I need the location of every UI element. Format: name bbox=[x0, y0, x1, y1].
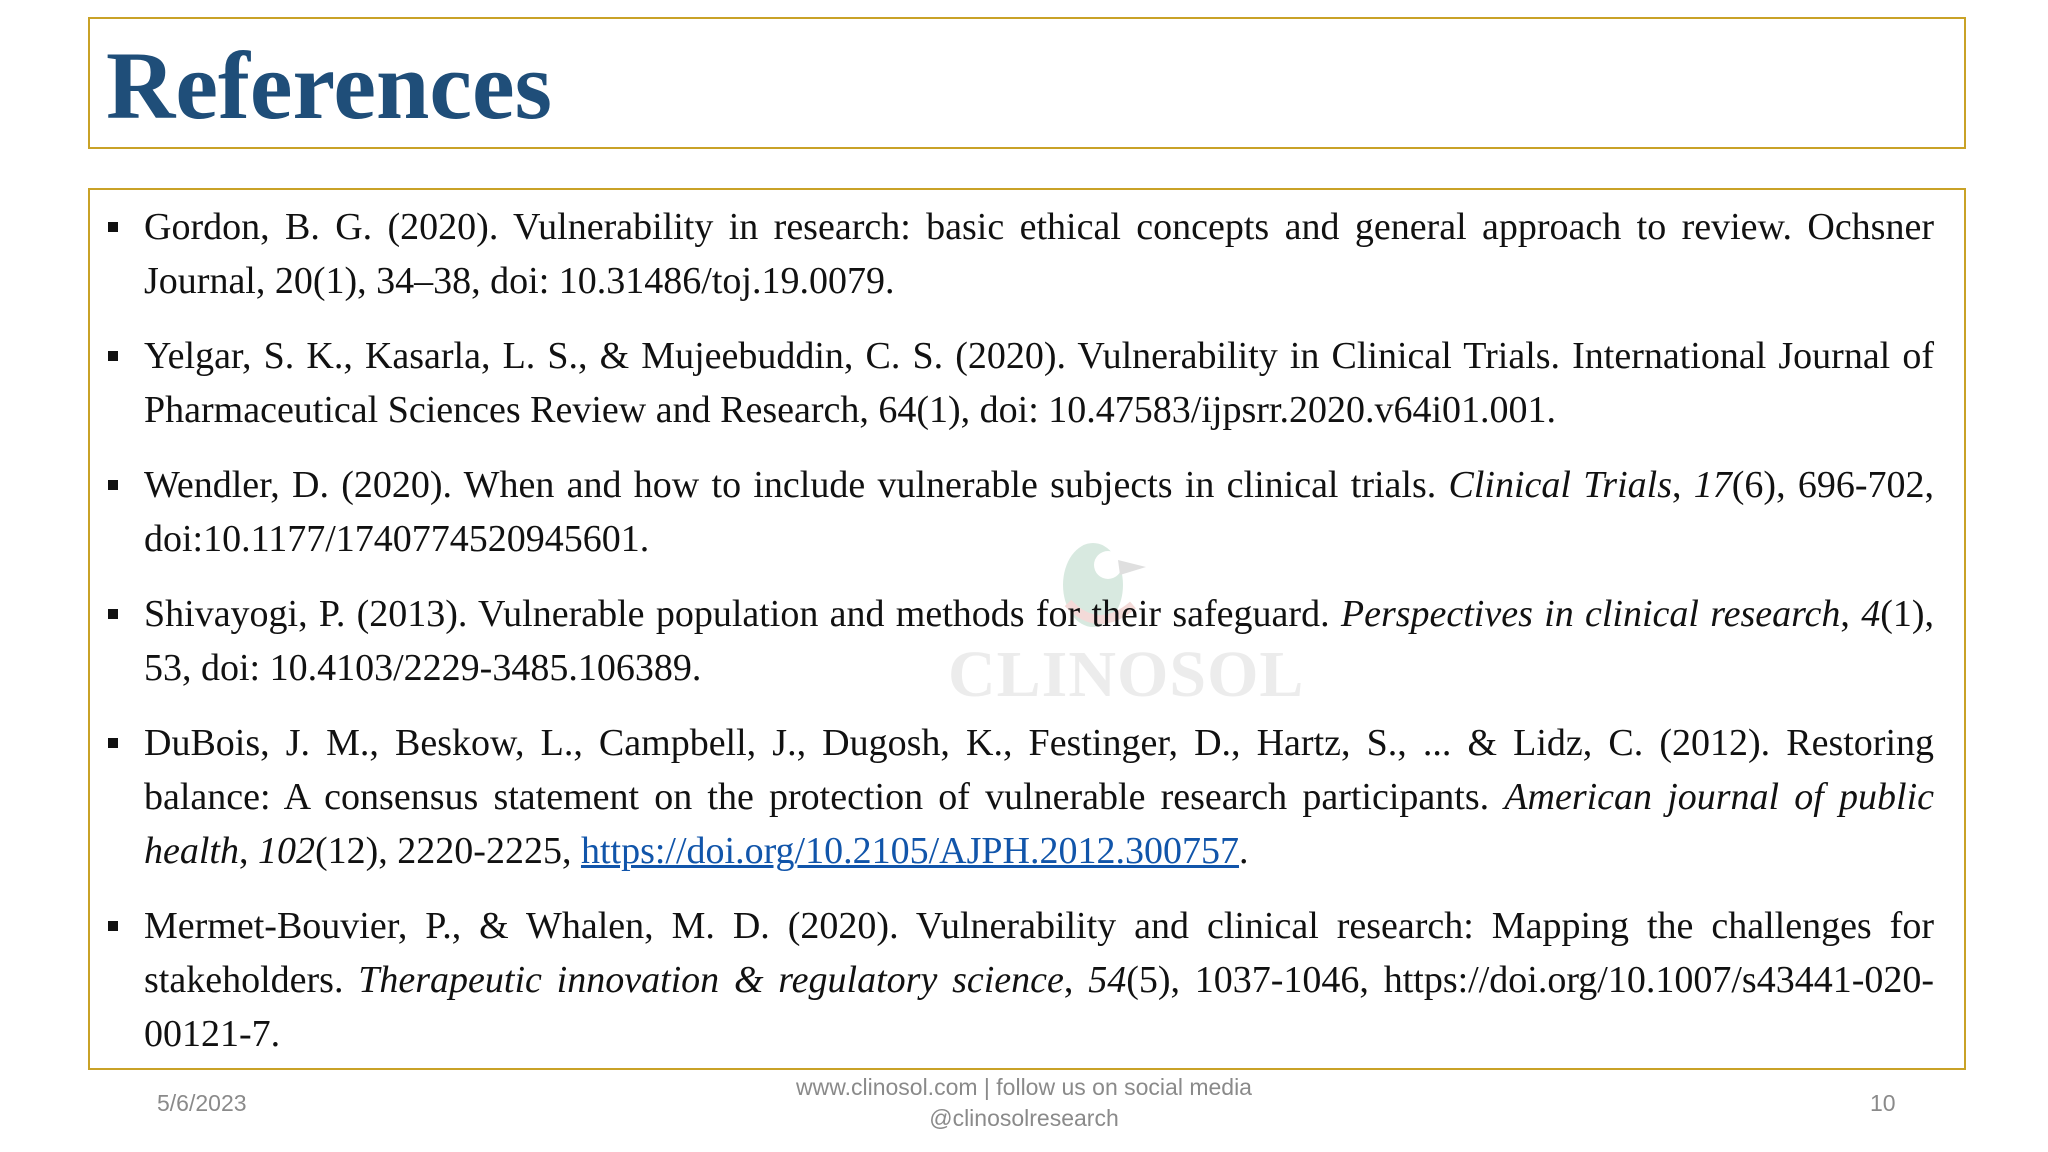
reference-italic-text: 54 bbox=[1088, 959, 1127, 1001]
reference-text: (5), 1037-1046, https://doi.org/10.1007/s43441-020-00121-7. bbox=[144, 959, 1935, 1055]
reference-text: Shivayogi, P. (2013). Vulnerable population and methods for their safeguard. bbox=[144, 593, 1341, 635]
reference-italic-text: Therapeutic innovation & regulatory science bbox=[358, 959, 1064, 1001]
reference-italic-text: 17 bbox=[1693, 464, 1732, 506]
reference-text: (1), 53, doi: 10.4103/2229-3485.106389. bbox=[144, 593, 1935, 689]
square-bullet-icon bbox=[108, 921, 118, 931]
reference-item bbox=[144, 458, 1934, 566]
square-bullet-icon bbox=[108, 351, 118, 361]
square-bullet-icon bbox=[108, 480, 118, 490]
watermark-text: CLINOSOL bbox=[948, 638, 1305, 711]
reference-text: Yelgar, S. K., Kasarla, L. S., & Mujeebuddin, C. S. (2020). Vulnerability in Clinical Trials. International Journal of Pharmaceutical Sciences Review and Research, 64(1), doi: 10.47583/ijpsrr.2020.v64i01.001. bbox=[144, 335, 1934, 431]
footer-handle-line: @clinosolresearch bbox=[929, 1105, 1119, 1131]
references-box bbox=[88, 188, 1966, 1070]
reference-text: (12), 2220-2225, bbox=[314, 830, 581, 872]
reference-item bbox=[144, 587, 1934, 695]
reference-text: DuBois, J. M., Beskow, L., Campbell, J., Dugosh, K., Festinger, D., Hartz, S., ... & Lidz, C. (2012). Restoring balance: A consensus statement on the protection of vulnerable research participants. bbox=[144, 722, 1934, 818]
reference-italic-text: Perspectives in clinical research bbox=[1340, 593, 1841, 635]
reference-text: , bbox=[1063, 959, 1089, 1001]
reference-text: , bbox=[1671, 464, 1694, 506]
slide-title: References bbox=[106, 32, 552, 139]
reference-item bbox=[144, 716, 1934, 878]
title-box bbox=[88, 17, 1966, 149]
reference-italic-text: 4 bbox=[1861, 593, 1881, 635]
doi-link[interactable]: https://doi.org/10.2105/AJPH.2012.300757 bbox=[580, 830, 1239, 872]
reference-italic-text: 102 bbox=[257, 830, 315, 872]
footer-social bbox=[724, 1072, 1324, 1134]
reference-text: (6), 696-702, doi:10.1177/1740774520945601. bbox=[144, 464, 1935, 560]
reference-item bbox=[144, 200, 1934, 308]
reference-text: , bbox=[238, 830, 258, 872]
reference-text: Mermet-Bouvier, P., & Whalen, M. D. (2020). Vulnerability and clinical research: Mapping the challenges for stakeholders. bbox=[144, 905, 1934, 1001]
reference-text: Wendler, D. (2020). When and how to include vulnerable subjects in clinical trials. bbox=[144, 464, 1449, 506]
reference-item bbox=[144, 899, 1934, 1061]
reference-text: , bbox=[1840, 593, 1862, 635]
square-bullet-icon bbox=[108, 609, 118, 619]
reference-item bbox=[144, 329, 1934, 437]
reference-list bbox=[144, 200, 1934, 1082]
square-bullet-icon bbox=[108, 738, 118, 748]
footer-date: 5/6/2023 bbox=[157, 1090, 247, 1116]
footer-website-line: www.clinosol.com | follow us on social media bbox=[796, 1074, 1252, 1100]
reference-text: . bbox=[1238, 830, 1249, 872]
reference-italic-text: American journal of public health bbox=[144, 776, 1934, 872]
reference-italic-text: Clinical Trials bbox=[1448, 464, 1672, 506]
slide-number: 10 bbox=[1870, 1090, 1896, 1116]
reference-text: Gordon, B. G. (2020). Vulnerability in research: basic ethical concepts and general approach to review. Ochsner Journal, 20(1), 34–38, doi: 10.31486/toj.19.0079. bbox=[144, 206, 1934, 302]
square-bullet-icon bbox=[108, 222, 118, 232]
